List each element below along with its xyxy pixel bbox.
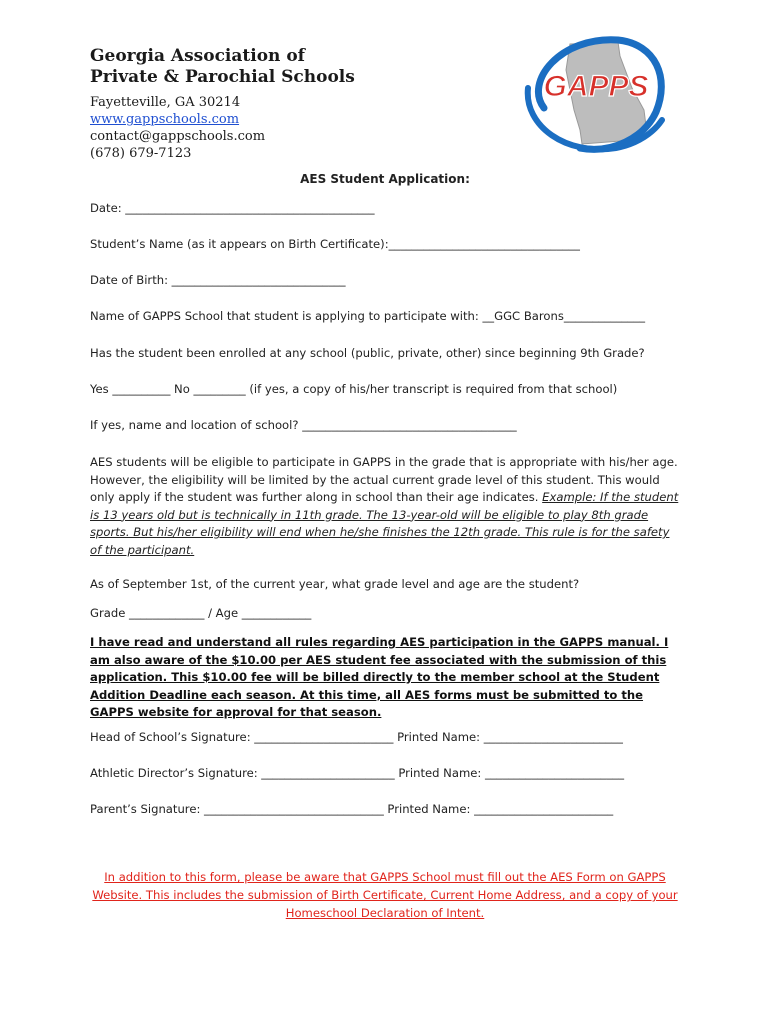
form-title: AES Student Application: [300,172,470,186]
logo-text: GAPPS [543,70,649,103]
website-link[interactable]: www.gappschools.com [90,112,240,127]
eligibility-example: Example: If the student is 13 years old but is technically in 11th grade. The 13-year-old will be eligible to play 8th grade sports. But his/her eligibility will end when he/she finishes the 12th grade. This rule is for the safety of the participant. [90,490,679,557]
org-name-line2: Private & Parochial Schools [90,67,355,87]
org-name-line1: Georgia Association of [90,46,305,66]
enrolled-question: Has the student been enrolled at any school (public, private, other) since beginning 9th Grade? [90,346,645,360]
student-name-field[interactable]: Student’s Name (as it appears on Birth Certificate):_________________________________ [90,237,580,251]
gapps-logo [520,30,670,160]
eligibility-rule-text: AES students will be eligible to participate in GAPPS in the grade that is appropriate with his/her age. However, the eligibility will be limited by the actual current grade level of this student. This would only apply if the student was further along in school than their age indicates. [90,455,678,504]
org-phone: (678) 679-7123 [90,146,192,161]
homeschool-note: In addition to this form, please be aware that GAPPS School must fill out the AES Form on GAPPS Website. This includes the submission of Birth Certificate, Current Home Address, and a copy of your Homeschool Declaration of Intent. [92,870,678,920]
org-email: contact@gappschools.com [90,129,266,144]
grade-question: As of September 1st, of the current year, what grade level and age are the student? [90,577,580,591]
date-field[interactable]: Date: ___________________________________________ [90,201,375,215]
grade-age-field[interactable]: Grade _____________ / Age ____________ [90,606,312,620]
dob-field[interactable]: Date of Birth: ______________________________ [90,273,346,287]
org-header [90,46,355,162]
agreement-statement: I have read and understand all rules regarding AES participation in the GAPPS manual. I am also aware of the $10.00 per AES student fee associated with the submission of this application. This $10.00 fee will be billed directly to the member school at the Student Addition Deadline each season. At this time, all AES forms must be submitted to the GAPPS website for approval for that season. [90,635,669,719]
ad-signature-field[interactable]: Athletic Director’s Signature: _______________________ Printed Name: ________________________ [90,766,625,780]
parent-signature-field[interactable]: Parent’s Signature: _______________________________ Printed Name: ________________________ [90,802,614,816]
eligibility-rule [90,454,680,559]
yes-no-field[interactable]: Yes __________ No _________ (if yes, a copy of his/her transcript is required from that school) [90,382,618,396]
school-field[interactable]: Name of GAPPS School that student is applying to participate with: __GGC Barons______________ [90,309,646,323]
head-signature-field[interactable]: Head of School’s Signature: ________________________ Printed Name: ________________________ [90,730,623,744]
org-city: Fayetteville, GA 30214 [90,95,241,110]
prior-school-field[interactable]: If yes, name and location of school? _____________________________________ [90,418,517,432]
